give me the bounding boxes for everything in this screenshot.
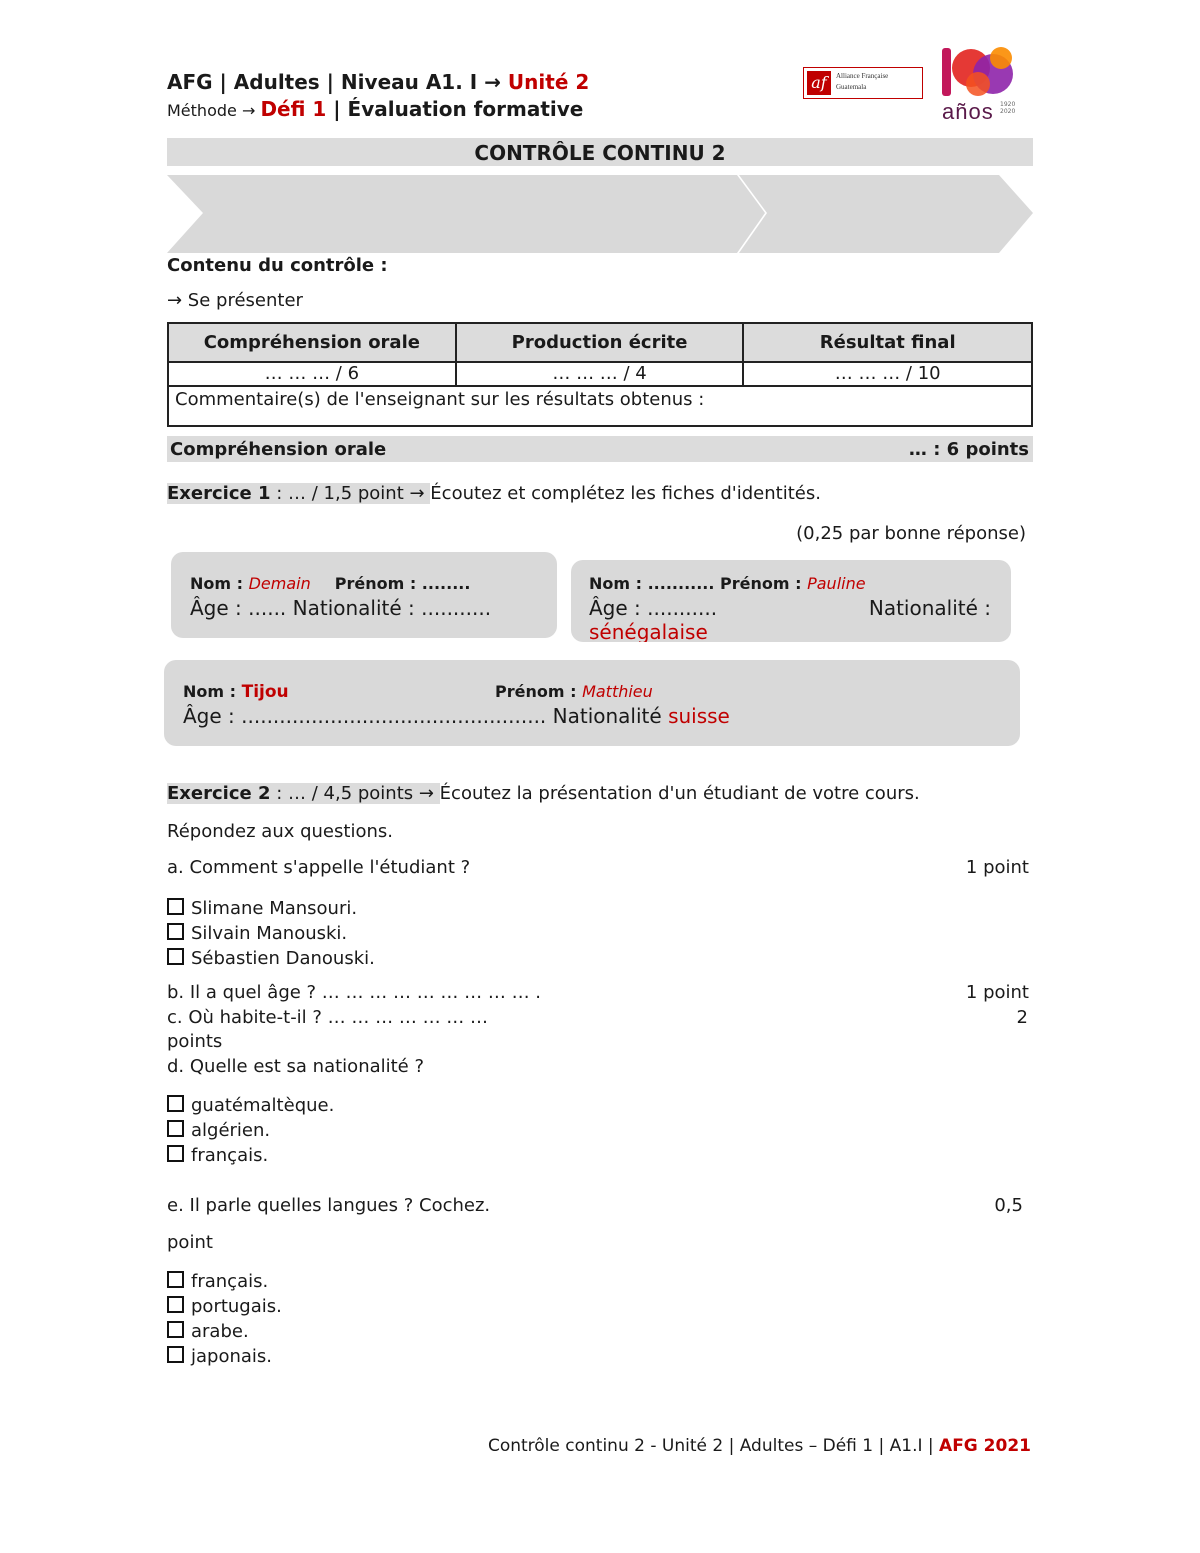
card1-line2[interactable]: Âge : ...... Nationalité : ........... <box>190 596 492 620</box>
question-d-options <box>167 1093 334 1168</box>
header-line2 <box>167 97 583 121</box>
score-header-final: Résultat final <box>743 323 1032 362</box>
card3-line2 <box>183 704 730 728</box>
card3-nat-value: suisse <box>668 704 730 728</box>
question-e-points: 0,5 <box>994 1195 1023 1216</box>
exercice1-label: Exercice 1 <box>167 483 271 504</box>
option-e-2[interactable]: portugais. <box>167 1294 282 1319</box>
alliance-francaise-logo <box>803 67 923 99</box>
score-header-co: Compréhension orale <box>168 323 456 362</box>
option-e-1[interactable]: français. <box>167 1269 282 1294</box>
card3-prenom-value: Matthieu <box>582 682 653 701</box>
question-b-points: 1 point <box>965 982 1029 1003</box>
card2-nom-field[interactable]: Nom : ........... Prénom : <box>589 574 808 593</box>
exercice2-heading <box>167 783 1033 804</box>
anos-years: 1920 2020 <box>1000 101 1016 115</box>
footer-text: Contrôle continu 2 - Unité 2 | Adultes – Défi 1 | A1.I | <box>487 1436 940 1456</box>
header-level: AFG | Adultes | Niveau A1. I → <box>167 70 508 94</box>
score-header-pe: Production écrite <box>456 323 744 362</box>
question-e-points-unit: point <box>167 1232 213 1253</box>
identity-card-3 <box>164 660 1020 746</box>
identity-card-2 <box>571 560 1011 642</box>
header-methode: Méthode → <box>167 101 261 120</box>
card2-age-field[interactable]: Âge : ........... <box>589 596 718 620</box>
anos-label: años <box>942 99 994 124</box>
checkbox-icon[interactable] <box>167 1120 184 1137</box>
score-value-pe[interactable]: … … … / 4 <box>456 362 744 386</box>
header-evaluation: | Évaluation formative <box>326 97 584 121</box>
card1-line1: Nom : Demain Prénom : ........ <box>190 574 471 593</box>
exercice1-note: (0,25 par bonne réponse) <box>796 523 1026 544</box>
checkbox-icon[interactable] <box>167 1145 184 1162</box>
option-d-3[interactable]: français. <box>167 1143 334 1168</box>
question-b[interactable]: b. Il a quel âge ? … … … … … … … … … . <box>167 982 542 1003</box>
score-table-comment-row <box>168 386 1032 426</box>
card1-nom-value: Demain <box>248 574 311 593</box>
card1-prenom-field[interactable]: Prénom : ........ <box>334 574 471 593</box>
chevron-shape-1 <box>167 175 765 253</box>
card2-nat-value: sénégalaise <box>589 620 708 642</box>
checkbox-icon[interactable] <box>167 898 184 915</box>
question-d: d. Quelle est sa nationalité ? <box>167 1056 425 1077</box>
score-value-final[interactable]: … … … / 10 <box>743 362 1032 386</box>
card3-age-field[interactable]: Âge : ................................................ Nationalité <box>183 704 669 728</box>
option-a-2[interactable]: Silvain Manouski. <box>167 921 375 946</box>
option-a-3[interactable]: Sébastien Danouski. <box>167 946 375 971</box>
footer-brand: AFG 2021 <box>939 1436 1031 1456</box>
page-title: CONTRÔLE CONTINU 2 <box>167 138 1033 166</box>
score-table-header-row <box>168 323 1032 362</box>
exercice2-label: Exercice 2 <box>167 783 271 804</box>
checkbox-icon[interactable] <box>167 1271 184 1288</box>
score-table-value-row <box>168 362 1032 386</box>
checkbox-icon[interactable] <box>167 1095 184 1112</box>
section-title: Compréhension orale <box>170 439 387 460</box>
card3-nom-value: Tijou <box>241 682 289 702</box>
card2-line1 <box>589 574 866 593</box>
checkbox-icon[interactable] <box>167 1321 184 1338</box>
header-defi: Défi 1 <box>260 97 327 121</box>
card2-prenom-value: Pauline <box>807 574 866 593</box>
exercice1-score: : … / 1,5 point → <box>270 483 431 504</box>
section-points: … : 6 points <box>908 439 1029 460</box>
exercice1-heading <box>167 483 821 504</box>
card3-line1: Nom : Tijou <box>183 682 289 702</box>
score-value-co[interactable]: … … … / 6 <box>168 362 456 386</box>
question-c-points: 2 <box>1016 1007 1028 1028</box>
option-e-4[interactable]: japonais. <box>167 1344 282 1369</box>
chevron-shape-2 <box>739 175 1033 253</box>
question-c[interactable]: c. Où habite-t-il ? … … … … … … … <box>167 1007 489 1028</box>
question-e-options <box>167 1269 282 1369</box>
page-footer <box>488 1436 1031 1456</box>
option-d-2[interactable]: algérien. <box>167 1118 334 1143</box>
exercice2-score: : … / 4,5 points → <box>270 783 440 804</box>
teacher-comment-field[interactable]: Commentaire(s) de l'enseignant sur les résultats obtenus : <box>168 386 1032 426</box>
question-e: e. Il parle quelles langues ? Cochez. <box>167 1195 491 1216</box>
option-a-1[interactable]: Slimane Mansouri. <box>167 896 375 921</box>
option-e-3[interactable]: arabe. <box>167 1319 282 1344</box>
contenu-label: Contenu du contrôle : <box>167 255 388 276</box>
progress-chevrons <box>167 175 1033 255</box>
option-d-1[interactable]: guatémaltèque. <box>167 1093 334 1118</box>
card3-prenom: Prénom : Matthieu <box>495 682 653 701</box>
contenu-item: → Se présenter <box>167 290 303 311</box>
exercice1-instruction: Écoutez et complétez les fiches d'identités. <box>430 483 821 504</box>
question-a-options <box>167 896 375 971</box>
question-a-points: 1 point <box>965 857 1029 878</box>
exercice2-instruction2: Répondez aux questions. <box>167 821 393 842</box>
checkbox-icon[interactable] <box>167 948 184 965</box>
checkbox-icon[interactable] <box>167 923 184 940</box>
checkbox-icon[interactable] <box>167 1346 184 1363</box>
header-unit: Unité 2 <box>507 70 590 94</box>
af-mark-icon: af <box>807 71 831 95</box>
card2-nat-label: Nationalité : <box>868 596 991 620</box>
card2-line2 <box>589 596 991 620</box>
score-table <box>167 322 1033 427</box>
header-line1 <box>167 70 589 94</box>
question-c-points-unit: points <box>167 1031 223 1052</box>
exercice2-instruction: Écoutez la présentation d'un étudiant de votre cours. <box>439 783 920 804</box>
section-comprehension-orale <box>167 436 1033 462</box>
af-logo-text: Alliance Française Guatemala <box>836 72 889 91</box>
checkbox-icon[interactable] <box>167 1296 184 1313</box>
identity-card-1 <box>171 552 557 638</box>
question-a: a. Comment s'appelle l'étudiant ? <box>167 857 471 878</box>
